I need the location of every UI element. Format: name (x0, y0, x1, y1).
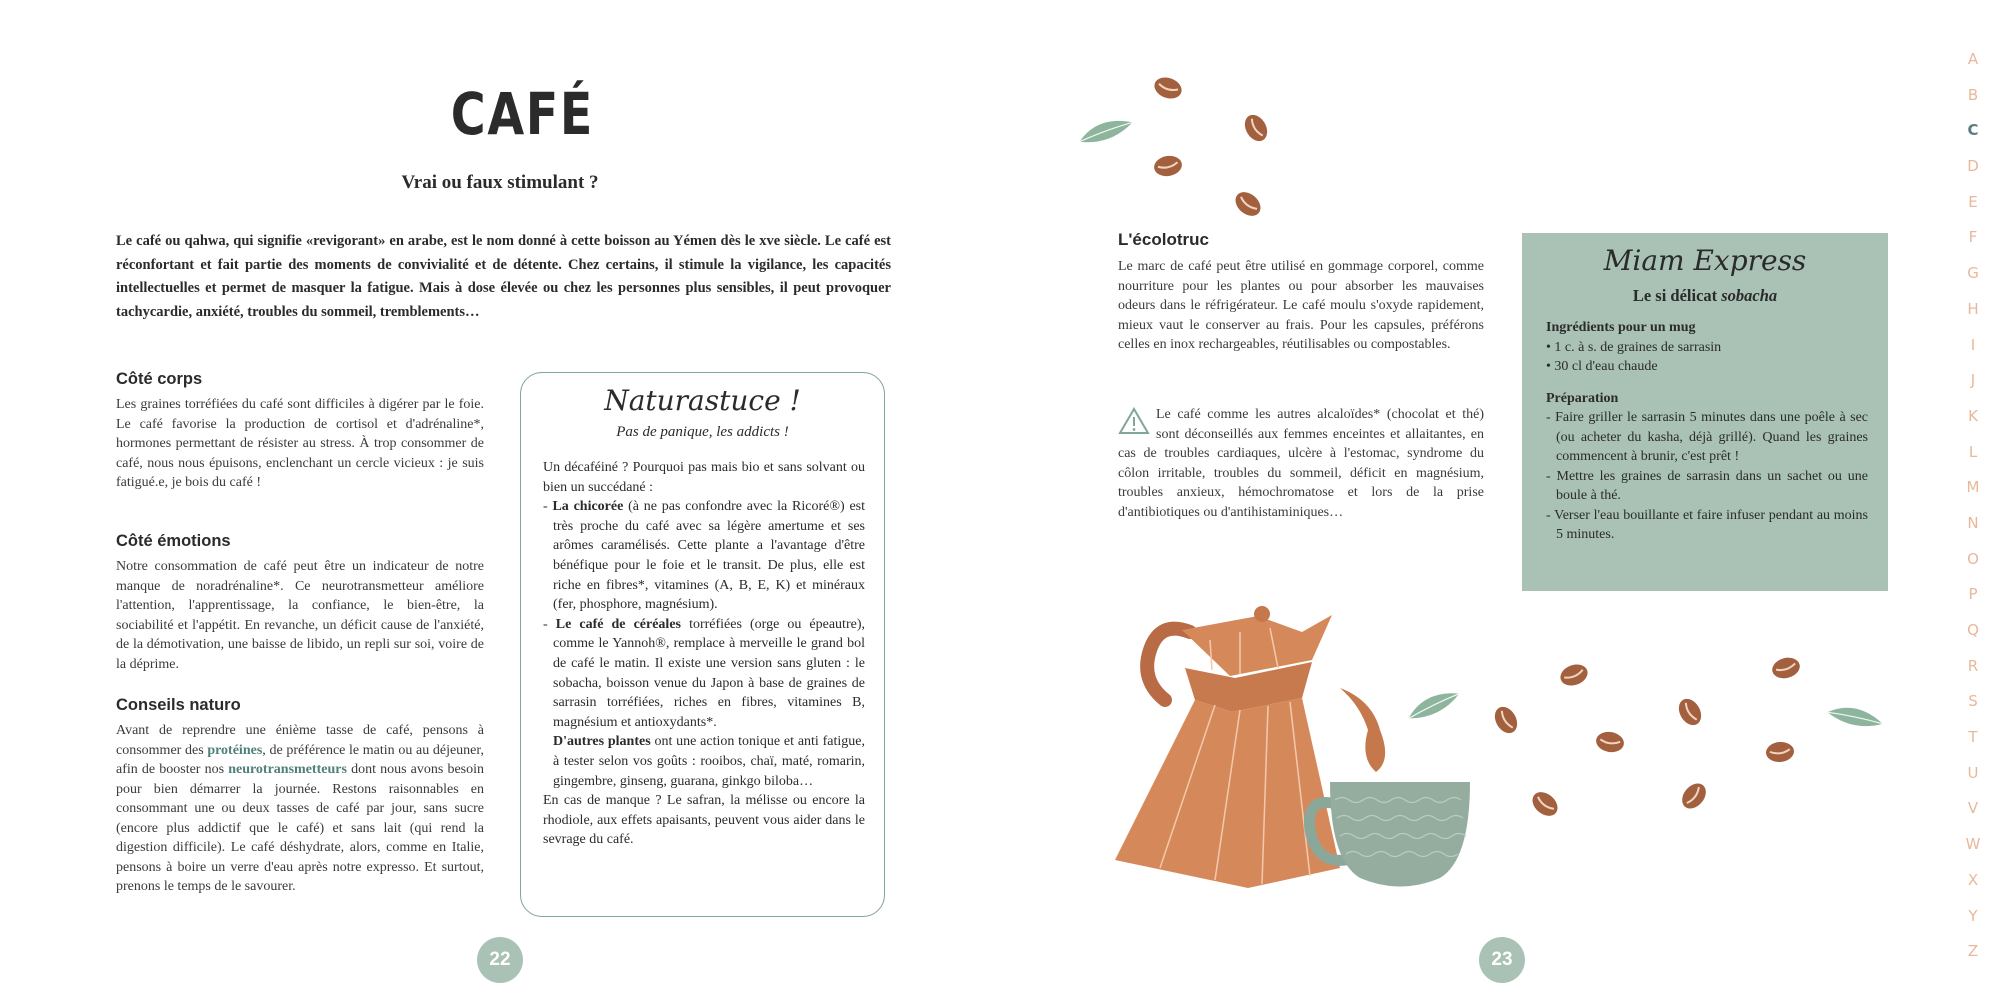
alphabet-letter-z[interactable]: Z (1967, 942, 1979, 961)
alphabet-letter-d[interactable]: D (1967, 157, 1979, 176)
coffee-cup-icon (1309, 782, 1470, 887)
recipe-subtitle: Le si délicat sobacha (1632, 286, 1778, 305)
text-ecolotruc: Le marc de café peut être utilisé en gommage corporel, comme nourriture pour les plantes ou pour absorber les mauvaises odeurs dans le réfrigérateur. Le café moulu s'oxyde rapidement, mieux vaut le conserver au frais. Pour les capsules, préférons celles en inox rechargeables, réutilisables ou compostables. (1118, 259, 1484, 352)
alphabet-letter-b[interactable]: B (1967, 85, 1979, 104)
alphabet-letter-m[interactable]: M (1966, 478, 1980, 497)
leaf-icon (1077, 117, 1135, 145)
ingredient-item: • 1 c. à s. de graines de sarrasin (1546, 339, 1722, 355)
coffee-illustration (1060, 60, 1960, 900)
intro-paragraph: Le café ou qahwa, qui signifie «revigorant» en arabe, est le nom donné à cette boisson au Yémen dès le xve siècle. Le café est réconfortant et fait partie des moments de convivialité et de détente. Chez certains, il stimule la vigilance, les capacités intellectuelles et permet de masquer la fatigue. Mais à dose élevée ou chez les personnes plus sensibles, il peut provoquer tachycardie, anxiété, troubles du sommeil, tremblements… (116, 233, 891, 320)
text-cote-corps: Les graines torréfiées du café sont difficiles à digérer par le foie. Le café favorise la production de cortisol et d'adrénaline*, hormones permettant de résister au stress. À trop consommer de café, nous nous épuisons, enclenchant un cercle vicieux : je suis fatigué.e, je bois du café ! (116, 397, 484, 490)
alphabet-letter-x[interactable]: X (1967, 870, 1979, 889)
tip-item-cafe-cereales: - Le café de céréales torréfiées (orge ou épeautre), comme le Yannoh®, remplace à merveille le grand bol de café le matin. Il existe une version sans gluten : le sobacha, boisson venue du Japon à base de graines de sarrasin torréfiées, riches en fibres, vitamines B, magnésium et antioxydants*. (553, 615, 865, 733)
heading-conseils-naturo: Conseils naturo (116, 696, 241, 714)
alphabet-letter-y[interactable]: Y (1968, 906, 1978, 925)
alphabet-letter-q[interactable]: Q (1967, 621, 1979, 639)
page-number-right: 23 (1479, 937, 1525, 983)
alphabet-letter-g[interactable]: G (1967, 264, 1979, 283)
alphabet-letter-t[interactable]: T (1968, 728, 1978, 747)
heading-cote-emotions: Côté émotions (116, 532, 231, 550)
recipe-title: Miam Express (1603, 244, 1807, 277)
naturastuce-body (543, 458, 865, 850)
alphabet-letter-s[interactable]: S (1968, 692, 1978, 711)
alphabet-letter-a[interactable]: A (1967, 50, 1979, 68)
alphabet-letter-h[interactable]: H (1967, 299, 1979, 318)
alphabet-letter-i[interactable]: I (1970, 335, 1976, 354)
leaf-icon (1826, 700, 1884, 735)
tip-item-autres-plantes: D'autres plantes ont une action tonique et anti fatigue, à tester selon vos goûts : rooibos, chaï, maté, romarin, gingembre, ginseng, guarana, ginkgo biloba… (553, 734, 865, 789)
alphabet-letter-e[interactable]: E (1968, 192, 1978, 211)
page-title: CAFÉ (450, 80, 595, 148)
coffee-bean-icon (1765, 741, 1795, 763)
alphabet-letter-p[interactable]: P (1968, 585, 1978, 604)
coffee-bean-icon (1151, 74, 1184, 102)
naturastuce-title: Naturastuce ! (604, 384, 801, 417)
moka-pot-icon (1115, 606, 1340, 888)
coffee-bean-icon (1240, 111, 1271, 145)
coffee-bean-icon (1231, 187, 1265, 220)
alphabet-letter-j[interactable]: J (1970, 371, 1976, 390)
naturastuce-subtitle: Pas de panique, les addicts ! (616, 424, 789, 440)
alphabet-letter-c[interactable]: C (1967, 121, 1979, 140)
preparation-step: - Faire griller le sarrasin 5 minutes dans une poêle à sec (ou acheter du kasha, déjà grillé). Quand les graines commencent à brunir, c'est prêt ! (1546, 410, 1868, 464)
alphabet-letter-k[interactable]: K (1968, 406, 1978, 425)
coffee-bean-icon (1528, 787, 1562, 820)
ingredients-label: Ingrédients pour un mug (1546, 320, 1696, 335)
coffee-bean-icon (1594, 730, 1625, 755)
text-cote-emotions: Notre consommation de café peut être un indicateur de notre manque de noradrénaline*. Ce neurotransmetteur améliore l'attention, l'apprentissage, la confiance, le bien-être, la sociabilité et l'appétit. En revanche, un déficit cause de l'anxiété, de la démotivation, une baisse de libido, un repli sur soi, voire de la déprime. (116, 559, 484, 672)
coffee-stream-icon (1340, 688, 1385, 772)
page-number-left: 22 (477, 937, 523, 983)
coffee-bean-icon (1557, 661, 1590, 689)
alphabet-letter-n[interactable]: N (1967, 513, 1979, 532)
ingredient-item: • 30 cl d'eau chaude (1546, 359, 1658, 374)
alphabet-letter-u[interactable]: U (1967, 763, 1979, 782)
coffee-bean-icon (1490, 703, 1521, 737)
preparation-step: - Mettre les graines de sarrasin dans un sachet ou une boule à thé. (1546, 468, 1868, 503)
alphabet-letter-f[interactable]: F (1968, 228, 1978, 247)
coffee-bean-icon (1677, 779, 1710, 813)
alphabet-index (1963, 50, 1983, 978)
coffee-bean-icon (1674, 695, 1705, 729)
alphabet-letter-v[interactable]: V (1967, 799, 1979, 818)
alphabet-letter-w[interactable]: W (1965, 835, 1981, 854)
alphabet-letter-l[interactable]: L (1968, 442, 1978, 461)
link-proteines[interactable]: protéines (207, 742, 263, 758)
preparation-step: - Verser l'eau bouillante et faire infuser pendant au moins 5 minutes. (1546, 507, 1868, 542)
warning-text: Le café comme les autres alcaloïdes* (chocolat et thé) sont déconseillés aux femmes enceintes et allaitantes, en cas de troubles cardiaques, ulcère à l'estomac, syndrome du côlon irritable, troubles du sommeil, déficit en magnésium, troubles anxieux, hémochromatose et lors de la prise d'antibiotiques ou d'antihistaminiques… (1118, 407, 1484, 520)
tip-intro: Un décaféiné ? Pourquoi pas mais bio et sans solvant ou bien un succédané : (543, 460, 865, 495)
coffee-bean-icon (1770, 655, 1802, 682)
tip-item-chicoree: - La chicorée (à ne pas confondre avec la Ricoré®) est très proche du café avec sa légère amertume et ses arômes caramélisés. Cette plante a l'avantage d'être bénéfique pour le foie et le transit. De plus, elle est riche en fibres*, vitamines (A, B, E, K) et minéraux (fer, phosphore, magnésium). (553, 497, 865, 615)
heading-cote-corps: Côté corps (116, 370, 203, 388)
coffee-bean-icon (1152, 154, 1183, 179)
link-neurotransmetteurs[interactable]: neurotransmetteurs (228, 762, 347, 777)
leaf-icon (1404, 688, 1463, 721)
alphabet-letter-r[interactable]: R (1967, 656, 1979, 675)
heading-ecolotruc: L'écolotruc (1118, 230, 1209, 249)
preparation-label: Préparation (1546, 390, 1619, 406)
tip-outro: En cas de manque ? Le safran, la mélisse ou encore la rhodiole, aux effets apaisants, peuvent vous aider dans le sevrage du café. (543, 793, 865, 848)
text-conseils-naturo: Avant de reprendre une énième tasse de café, pensons à consommer des protéines, de préférence le matin ou au déjeuner, afin de booster nos neurotransmetteurs dont nous avons besoin pour bien démarrer la journée. Restons raisonnables en consommant une ou deux tasses de café par jour, sans sucre (encore plus addictif que le café) et sans lait (qui rend la digestion difficile). Le café déshydrate, alors, comme en Italie, pensons à boire un verre d'eau après notre expresso. Et surtout, prenons le temps de le savourer. (116, 723, 485, 894)
alphabet-letter-o[interactable]: O (1967, 549, 1979, 568)
page-subtitle: Vrai ou faux stimulant ? (401, 172, 599, 193)
